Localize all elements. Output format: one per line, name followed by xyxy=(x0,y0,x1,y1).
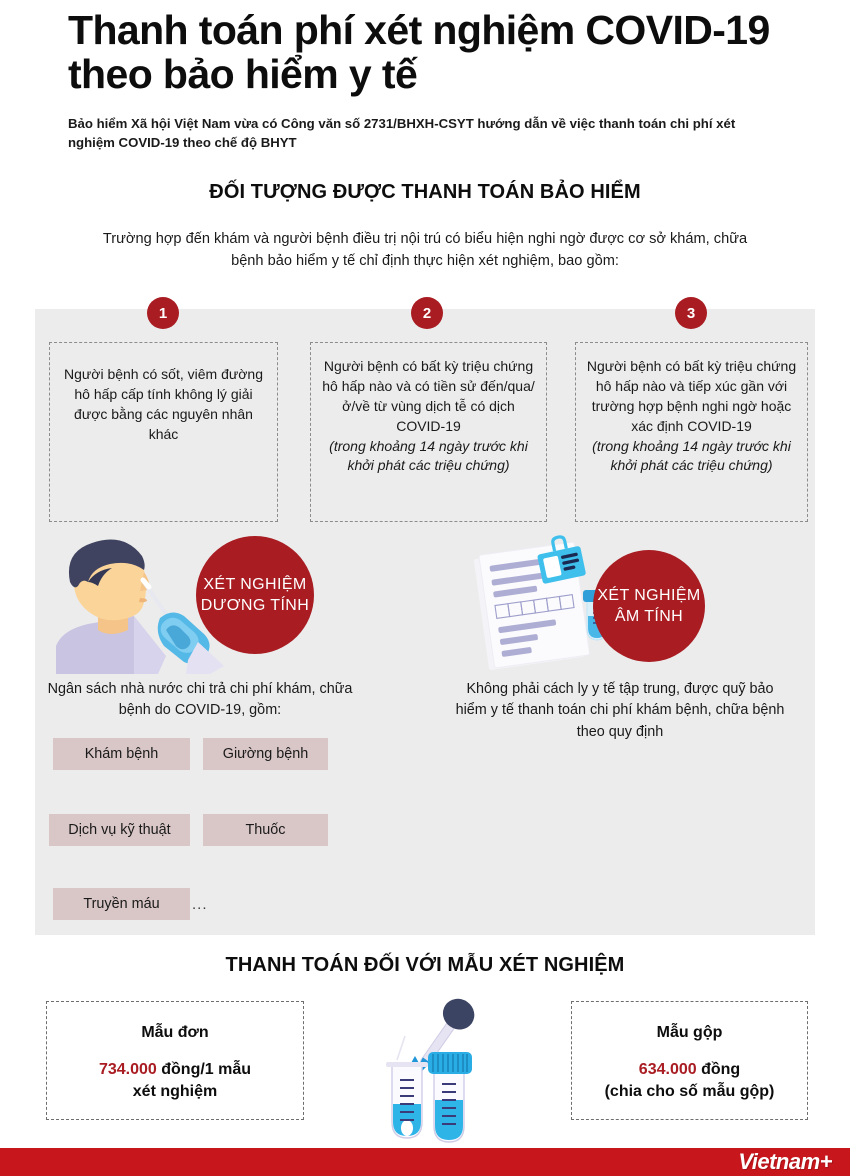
vietnamplus-logo: Vietnam+ xyxy=(738,1149,832,1174)
pooled-sample-unit: đồng xyxy=(701,1061,741,1078)
criteria-badge-2: 2 xyxy=(411,297,443,329)
single-sample-amount xyxy=(47,1059,303,1103)
negative-caption: Không phải cách ly y tế tập trung, được quỹ bảo hiểm y tế thanh toán chi phí khám bệnh, chữa bệnh theo quy định xyxy=(455,681,785,740)
negative-badge-line2: ÂM TÍNH xyxy=(614,608,684,625)
payment-box-pooled-sample xyxy=(571,1001,808,1120)
pipette-tubes-icon xyxy=(372,1004,490,1144)
page-title: Thanh toán phí xét nghiệm COVID-19 theo bảo hiểm y tế xyxy=(68,7,770,98)
criteria-note-2: (trong khoảng 14 ngày trước khi khởi phát các triệu chứng) xyxy=(329,437,528,474)
section-two-heading: THANH TOÁN ĐỐI VỚI MẪU XÉT NGHIỆM xyxy=(225,954,625,976)
payment-box-single-sample xyxy=(46,1001,304,1120)
single-sample-number: 734.000 xyxy=(98,1061,157,1078)
benefit-chip-giuong-benh: Giường bệnh xyxy=(203,738,328,770)
single-sample-line2: xét nghiệm xyxy=(132,1082,218,1100)
benefit-chip-dich-vu-ky-thuat: Dịch vụ kỹ thuật xyxy=(49,814,190,846)
positive-badge-line1: XÉT NGHIỆM xyxy=(203,575,307,593)
benefit-chip-truyen-mau: Truyền máu xyxy=(53,888,190,920)
positive-result-badge xyxy=(196,536,314,654)
criteria-text-2: Người bệnh có bất kỳ triệu chứng hô hấp nào và có tiền sử đến/qua/ở/về từ vùng dịch tễ có dịch COVID-19 xyxy=(322,358,535,434)
section-one-heading: ĐỐI TƯỢNG ĐƯỢC THANH TOÁN BẢO HIỂM xyxy=(209,181,641,203)
single-sample-unit: đồng/1 mẫu xyxy=(161,1061,252,1078)
negative-result-badge xyxy=(593,550,705,662)
criteria-box-3 xyxy=(575,342,808,522)
criteria-text-1: Người bệnh có sốt, viêm đường hô hấp cấp tính không lý giải được bằng các nguyên nhân khác xyxy=(64,366,263,442)
single-sample-title: Mẫu đơn xyxy=(141,1024,209,1041)
criteria-badge-3: 3 xyxy=(675,297,707,329)
criteria-box-2 xyxy=(310,342,547,522)
pooled-sample-line2: (chia cho số mẫu gộp) xyxy=(604,1082,775,1100)
benefit-chips-more: ... xyxy=(192,895,208,913)
positive-badge-line2: DƯƠNG TÍNH xyxy=(200,597,310,614)
page-subtitle: Bảo hiểm Xã hội Việt Nam vừa có Công văn số 2731/BHXH-CSYT hướng dẫn về việc thanh toán chi phí xét nghiệm COVID-19 theo chế độ BHYT xyxy=(68,116,736,151)
criteria-box-1 xyxy=(49,342,278,522)
criteria-badge-1: 1 xyxy=(147,297,179,329)
section-one-intro: Trường hợp đến khám và người bệnh điều trị nội trú có biểu hiện nghi ngờ được cơ sở khám, chữa bệnh bảo hiểm y tế chỉ định thực hiện xét nghiệm, bao gồm: xyxy=(102,231,748,270)
benefit-chip-kham-benh: Khám bệnh xyxy=(53,738,190,770)
criteria-note-3: (trong khoảng 14 ngày trước khi khởi phát các triệu chứng) xyxy=(592,437,791,474)
pooled-sample-title: Mẫu gộp xyxy=(656,1024,723,1041)
negative-test-illustration xyxy=(465,534,765,674)
positive-caption: Ngân sách nhà nước chi trả chi phí khám, chữa bệnh do COVID-19, gồm: xyxy=(47,681,353,719)
negative-badge-line1: XÉT NGHIỆM xyxy=(597,586,701,604)
positive-test-illustration xyxy=(48,534,348,674)
benefit-chip-thuoc: Thuốc xyxy=(203,814,328,846)
pooled-sample-amount xyxy=(572,1059,807,1103)
criteria-text-3: Người bệnh có bất kỳ triệu chứng hô hấp nào và tiếp xúc gần với trường hợp bệnh nghi ngờ hoặc xác định COVID-19 xyxy=(586,358,797,434)
footer-bar xyxy=(0,1148,850,1176)
pooled-sample-number: 634.000 xyxy=(638,1061,697,1078)
